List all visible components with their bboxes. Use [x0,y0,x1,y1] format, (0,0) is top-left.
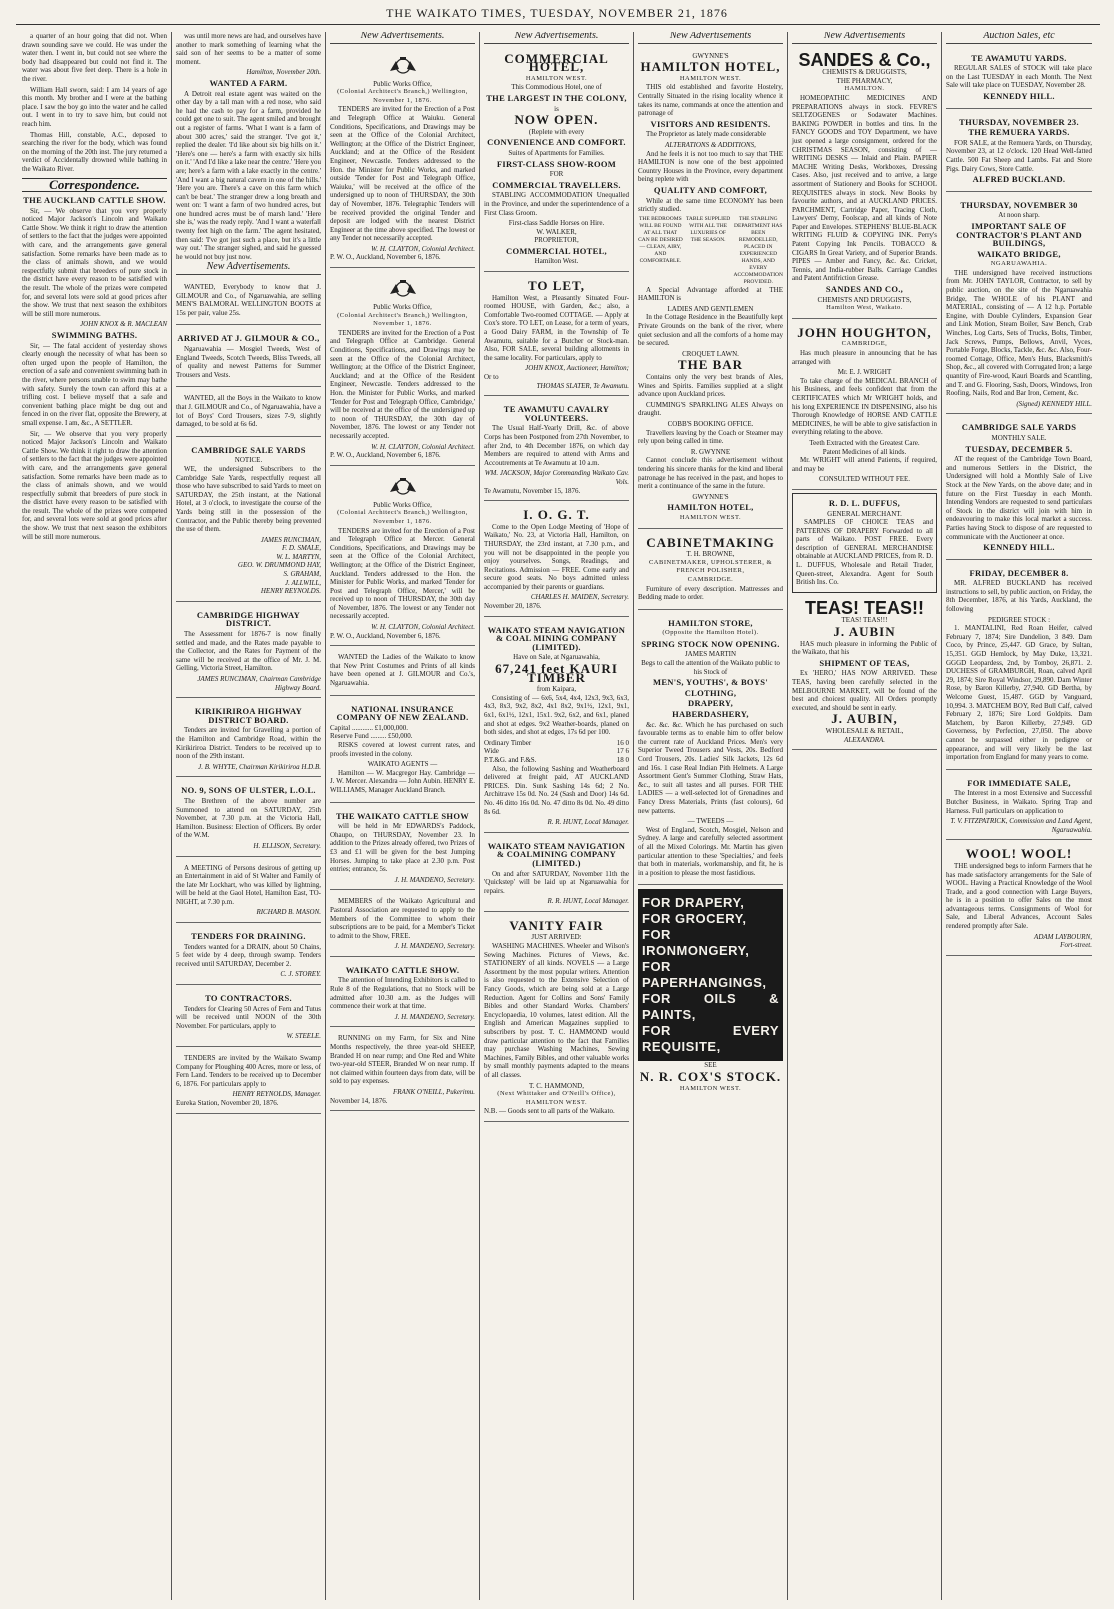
letter-signature: JOHN KNOX & R. MACLEAN [80,320,167,329]
ad-cambridge-highway: CAMBRIDGE HIGHWAY DISTRICT. The Assessment for 1876-7 is now finally settled and made, and the Rates made payable to the Collector, and the Rates for Payment of the same will be received at the office of Mr. J. M. Gelling, Victoria Street, Hamilton. JAMES RUNCIMAN, Chairman Cambridge Highway Board. [176,605,321,698]
ad-cox-stock: FOR DRAPERY, FOR GROCERY, FOR IRONMONGERY, FOR PAPERHANGINGS, FOR OILS & PAINTS, FOR EVERY REQUISITE, [638,889,783,1061]
ad-quickstep: WAIKATO STEAM NAVIGATION & COALMINING COMPANY (LIMITED.) On and after SATURDAY, November 11th the 'Quickstep' will be laid up at Ngaruawahia for repairs. R. R. HUNT, Local Manager. [484,836,629,912]
masthead-rule [16,24,1100,25]
ad-kirikiriroa: KIRIKIRIROA HIGHWAY DISTRICT BOARD. Tenders are invited for Gravelling a portion of the Hamilton and Cambridge Road, within the Kirikiriroa District. Tenders to be received up to noon of the 29th instant. J. B. WHYTE, Chairman Kirikiriroa H.D.B. [176,701,321,777]
cox-store-name: N. R. COX'S STOCK. [639,1068,782,1084]
column-2 [172,32,326,1600]
column-4 [480,32,634,1600]
ad-gilmour-boots: WANTED, Everybody to know that J. GILMOUR and Co., of Ngaruawahia, are selling MEN'S BALMORAL WELLINGTON BOOTS at 15s per pair, value 25s. [176,279,321,325]
letter-title: THE AUCKLAND CATTLE SHOW. [23,195,166,206]
column-5: New Advertisements GWYNNE'S HAMILTON HOTEL, HAMILTON WEST. THIS old established and favorite Hostelry, Centrally Situated in the rising locality whence it takes its name, commands at once the attention and patronage of VISITORS AND RESIDENTS. The Proprietor as lately made considerable ALTERATIONS & ADDITIONS, And he feels it is not too much to say that THE HAMILTON is now one of the best appointed Country Houses in the Province, every department being replete with QUALITY AND COMFORT, While at the same time ECONOMY has been strictly studied. THE BEDROOMS WILL BE FOUND AT ALL THAT CAN BE DESIRED — CLEAN, AIRY, AND COMFORTABLE. TABLE SUPPLIED WITH ALL THE LUXURIES OF THE SEASON. THE STABLING DEPARTMENT HAS BEEN REMODELLED, PLACED IN EXPERIENCED HANDS, AND EVERY ACCOMMODATION PROVIDED. A Special Advantage afforded at THE HAMILTON is LADIES AND GENTLEMEN In the Cottage Residence in the Beautifully kept Private Grounds on the bank of the river, where quiet seclusion and all the comforts of a home may be secured. CROQUET LAWN. THE BAR Contains only the very best brands of Ales, Wines and Spirits. Families supplied at a slight advance upon Auckland prices. CUMMING'S SPARKLING ALES Always on draught. COBB'S BOOKING OFFICE. Travellers leaving by the Coach or Steamer may rely upon being called in time. R. GWYNNE Cannot conclude this advertisement without tendering his sincere thanks for the kind and liberal patronage he has received in the past, and hopes to merit a continuance of the same in the future. GWYNNE'S HAMILTON HOTEL, HAMILTON WEST. CABINETMAKING T. H. BROWNE, CABINETMAKER, UPHOLSTERER, & FRENCH POLISHER, CAMBRIDGE. Furniture of every description. Mattresses and Bedding made to order. HAMILTON STORE, (Opposite the Hamilton Hotel). SPRING STOCK NOW OPENING. JAMES MARTIN Begs to call the attention of the Waikato public to his Stock of MEN'S, YOUTHS', & BOYS' CLOTHING, DRAPERY, HABERDASHERY, &c. &c. &c. Which he has purchased on such favourable terms as to enable him to offer below the current rate of Auckland Prices. Men's very Superior Tweed Trousers and Vests, 20s. Bedford Cord Trousers, 20s. Ladies' Silk Jackets, 12s 6d and 16s. 1 case Real Indian Pith Helmets. A Large Assortment Gent's Summer Clothing, Straw Hats, &c., to suit all tastes and all purses. FOR THE LADIES — a well-selected lot of Grenadines and Fancy Dress Materials, Prints (fast colours), 6d new patterns. — TWEEDS — West of England, Scotch, Mosgiel, Nelson and Sydney. A large and carefully selected assortment of all the Mixed Colorings. Mr. Martin has given particular attention to these 'Specialties,' and feels that both in materials, workmanship, and fit, he is in a position to please the most fastidious. FOR DRAPERY, FOR GROCERY, FOR IRONMONGERY, FOR PAPERHANGINGS, FOR OILS & PAINTS, FOR EVERY REQUISITE, SEE N. R. COX'S STOCK. HAMILTON WEST. [634,32,788,1600]
ad-gwynnes-hotel: GWYNNE'S HAMILTON HOTEL, HAMILTON WEST. THIS old established and favorite Hostelry, Centrally Situated in the rising locality whence it takes its name, commands at once the attention and patronage of VISITORS AND RESIDENTS. The Proprietor as lately made considerable ALTERATIONS & ADDITIONS, And he feels it is not too much to say that THE HAMILTON is now one of the best appointed Country Houses in the Province, every department being replete with QUALITY AND COMFORT, While at the same time ECONOMY has been strictly studied. THE BEDROOMS WILL BE FOUND AT ALL THAT CAN BE DESIRED — CLEAN, AIRY, AND COMFORTABLE. TABLE SUPPLIED WITH ALL THE LUXURIES OF THE SEASON. THE STABLING DEPARTMENT HAS BEEN REMODELLED, PLACED IN EXPERIENCED HANDS, AND EVERY ACCOMMODATION PROVIDED. A Special Advantage afforded at THE HAMILTON is LADIES AND GENTLEMEN In the Cottage Residence in the Beautifully kept Private Grounds on the bank of the river, where quiet seclusion and all the comforts of a home may be secured. CROQUET LAWN. THE BAR Contains only the very best brands of Ales, Wines and Spirits. Families supplied at a slight advance upon Auckland prices. CUMMING'S SPARKLING ALES Always on draught. COBB'S BOOKING OFFICE. Travellers leaving by the Coach or Steamer may rely upon being called in time. R. GWYNNE Cannot conclude this advertisement without tendering his sincere thanks for the kind and liberal patronage he has received in the past, and hopes to merit a continuance of the same in the future. GWYNNE'S HAMILTON HOTEL, HAMILTON WEST. [638,48,783,529]
ad-hamilton-store: HAMILTON STORE, (Opposite the Hamilton Hotel). SPRING STOCK NOW OPENING. JAMES MARTIN Begs to call the attention of the Waikato public to his Stock of MEN'S, YOUTHS', & BOYS' CLOTHING, DRAPERY, HABERDASHERY, &c. &c. &c. Which he has purchased on such favourable terms as to enable him to offer below the current rate of Auckland Prices. Men's very Superior Tweed Trousers and Vests, 20s. Bedford Cord Trousers, 20s. Ladies' Silk Jackets, 12s 6d and 16s. 1 case Real Indian Pith Helmets. A Large Assortment Gent's Summer Clothing, Straw Hats, &c., to suit all tastes and all purses. FOR THE LADIES — a well-selected lot of Grenadines and Fancy Dress Materials, Prints (fast colours), 6d new patterns. — TWEEDS — West of England, Scotch, Mosgiel, Nelson and Sydney. A large and carefully selected assortment of all the Mixed Colorings. Mr. Martin has given particular attention to these 'Specialties,' and feels that both in materials, workmanship, and fit, he is in a position to please the most fastidious. [638,613,783,886]
ad-pwo-mercer: Public Works Office, (Colonial Architect's Branch,) Wellington, November 1, 1876. TENDERS are invited for the Erection of a Post and Telegraph Office at Mercer. General Conditions, Specifications, and Drawings may be seen at the Office of the Colonial Architect, Wellington; at the Office of the District Engineer, Auckland. Tenders addressed to the Hon. the Minister for Public Works, and marked 'Tender for Post and Telegraph Office, Mercer,' will be received up to noon of THURSDAY, the 30th day of November, 1876. The lowest or any Tender not necessarily accepted. W. H. CLAYTON, Colonial Architect. P. W. O., Auckland, November 6, 1876. [330,469,475,647]
baths-text: Sir, — The fatal accident of yesterday shows clearly enough the necessity of what has been so often urged upon the people of Hamilton, the erection of a safe and convenient swimming bath in the river, where persons unable to swim may bathe with safety. Surely the town can afford this at a trifling cost. I believe myself that a safe and convenient bathing place might be dug out and fenced in on the river flat, opposite the Brewery, at small expense. I am, &c., A SETTLER. [22,341,167,427]
royal-crest-icon [386,476,420,498]
letter-text: Sir, — We observe that you very properly noticed Major Jackson's Lincoln and Waikato Cattle Show. We think it right to draw the attention of settlers to the fact that the judges were appointed with care, and the arrangements gave general satisfaction. Some remarks have been made as to the class of animals shown, and we would respectfully submit that breeders of pure stock in the district have every reason to be satisfied with the result. The whole of the prizes were competed for, and several lots were sold at good prices after the show. We trust that next season the exhibitors will be still more numerous. [22,206,167,318]
ad-gilmour-boys: WANTED, all the Boys in the Waikato to know that J. GILMOUR and Co., of Ngaruawahia, have a lot of Boys' Cord Trousers, sizes 7-9, slightly damaged, to be sold at 6s 6d. [176,390,321,436]
new-ads-heading: New Advertisements. [176,263,321,275]
ad-cattle-show-2: WAIKATO CATTLE SHOW. The attention of Intending Exhibitors is called to Rule 8 of the Regulations, that no Stock will be admitted after 10.30 a.m. as the Judges will commence their work at that time. J. H. MANDENO, Secretary. [330,960,475,1028]
inquest-text-a: a quarter of an hour going that did not. When drawn sounding save we could. He was under the water then. I went in, but could not see where the body had disappeared but could not find it. The water was about five feet deep. There is a hole in the river. [22,32,167,83]
carryover-text: was until more news are had, and ourselves have another to mark something of learning what the said son of her seems to be a matter of some moment. [176,32,321,66]
ad-ladies-prints: WANTED the Ladies of the Waikato to know that New Print Costumes and Prints of all kinds have been opened at J. GILMOUR and Co.'s, Ngaruawahia. [330,649,475,695]
ad-meeting: A MEETING of Persons desirous of getting up an Entertainment in aid of St Walter and Family of the late Mr Lockhart, who was killed by lightning, will be held at the Gaol Hotel, Hamilton East, TO-NIGHT, at 7.30 p.m. RICHARD B. MASON. [176,860,321,924]
column-3 [326,32,480,1600]
subscriber-name: F. D. SMALE, [282,544,321,553]
ad-national-insurance: NATIONAL INSURANCE COMPANY OF NEW ZEALAND. Capital ............ £1,000,000. Reserve Fund ......... £50,000. RISKS covered at lowest current rates, and proofs invested in the colony. WAIKATO AGENTS — Hamilton — W. Macgregor Hay. Cambridge — J. W. Mercer. Alexandra — John Aubin. HENRY E. WILLIAMS, Manager Auckland Branch. [330,699,475,803]
ad-sons-of-ulster: NO. 9, SONS OF ULSTER, L.O.L. The Brethren of the above number are Summoned to attend on SATURDAY, 25th November, at 7.30 p.m. at the Victoria Hall, Hamilton. Business: Election of Officers. By order of the W.M. H. ELLISON, Secretary. [176,780,321,856]
inquest-text-b: William Hall sworn, said: I am 14 years of age this month. My brother and I were at the bathing place. I saw the boy go into the water and he called out. I went in to try to save him, but could not reach him. [22,85,167,128]
subscriber-name: S. GRAHAM, [283,570,321,579]
ad-running-stock: RUNNING on my Farm, for Six and Nine Months respectively, the three year-old SHEEP, Branded H on near rump; and One Red and White two-year-old STEER, Branded W on near rump. If not claimed within fourteen days from date, will be sold to pay expenses. FRANK O'NEILL, Pukerimu. November 14, 1876. [330,1030,475,1111]
ad-duffus: R. D. L. DUFFUS, GENERAL MERCHANT. SAMPLES OF CHOICE TEAS and PATTERNS OF DRAPERY Forwarded to all parts of Waikato. POST FREE. Every description of GENERAL MERCHANDISE obtainable at AUCKLAND PRICES, from R. D. L. DUFFUS, Wholesale and Retail Trader, Queen-street, Alexandra. Agent for South British Ins. Co. [792,493,937,593]
baths-text-repeat: Sir, — We observe that you very properly noticed Major Jackson's Lincoln and Waikato Cattle Show. We think it right to draw the attention of settlers to the fact that the judges were appointed with care, and the arrangements gave general satisfaction. Some remarks have been made as to the class of animals shown, and we would respectfully submit that breeders of pure stock in the district have every reason to be satisfied with the result. The whole of the prizes were competed for, and several lots were sold at good prices after the show. We trust that next season the exhibitors will be still more numerous. [22,429,167,541]
ad-teas: TEAS! TEAS!! TEAS! TEAS!!! J. AUBIN HAS much pleasure in informing the Public of the Waikato, that his SHIPMENT OF TEAS, Ex 'HERO,' HAS NOW ARRIVED. These TEAS, having been carefully selected in the MELBOURNE MARKET, will be found of the best and choicest quality. All Orders promptly executed, and should be sent in early. J. AUBIN, WHOLESALE & RETAIL, ALEXANDRA. [792,596,937,750]
ad-contractors: TO CONTRACTORS. Tenders for Clearing 50 Acres of Fern and Tutus will be received until NOON of the 30th November. For particulars, apply to W. STEELE. [176,988,321,1047]
correspondence-heading: Correspondence. [22,178,167,193]
farm-title: WANTED A FARM. [209,77,288,88]
subscriber-name: W. L. MARTYN, [276,552,321,561]
ad-members: MEMBERS of the Waikato Agricultural and Pastoral Association are requested to apply to the Members of the Committee to whom their subscriptions are to be paid, for a Member's Ticket to admit to the Show, FREE. J. H. MANDENO, Secretary. [330,893,475,957]
inquest-text-c: Thomas Hill, constable, A.C., deposed to searching the river for the body, which was found on the morning of the 20th inst. The jury returned a verdict of Accidentally drowned while bathing in the Waikato River. [22,130,167,173]
ad-swamp-company: TENDERS are invited by the Waikato Swamp Company for Ploughing 400 Acres, more or less, of Fern Land. Tenders to be received up to December 6, 1876. For particulars apply to HENRY REYNOLDS, Manager. Eureka Station, November 20, 1876. [176,1050,321,1114]
column-heading: New Advertisements [638,32,783,44]
ad-pwo-waiuku: Public Works Office, (Colonial Architect's Branch,) Wellington, November 1, 1876. TENDERS are invited for the Erection of a Post and Telegraph Office at Waiuku. General Conditions, Specifications, and Drawings may be seen at the Office of the Colonial Architect, Wellington; at the Office of the District Engineer, Auckland; and at the Office of the Resident Engineer, Newcastle. Tenders addressed to the Hon. the Minister for Public Works, and marked outside 'Tender for Post and Telegraph Office, Waiuku,' will be received at the office of the undersigned up to noon of THURSDAY, the 30th day of November, 1876. Telegraphic Tenders will be received provided the original Tender and deposit are lodged with the nearest District Engineer at the time above specified. The lowest or any Tender not necessarily accepted. W. H. CLAYTON, Colonial Architect. P. W. O., Auckland, November 6, 1876. [330,48,475,268]
subscriber-name: HENRY REYNOLDS. [260,587,321,596]
price-row: P.T.&G. and F.&S. 18 0 [484,755,629,764]
ad-draining: TENDERS FOR DRAINING. Tenders wanted for a DRAIN, about 50 Chains, 5 feet wide by 4 deep, through swamp. Tenders received until SATURDAY, December 2. C. J. STOREY. [176,926,321,985]
ad-sandes: SANDES & Co., CHEMISTS & DRUGGISTS, THE PHARMACY, HAMILTON. HOMEOPATHIC MEDICINES AND PREPARATIONS always in stock. FEVRE'S SELTZOGENES or Sodawater Machines. BAKING POWDER in bottles and tins. In the FANCY GOODS and TOY Department, we have just opened a large consignment, ordered for the CHRISTMAS SEASON, consisting of — WRITING DESKS — Inlaid and Plain. PAPIER MACHE Writing Desks, Workboxes, Dressing Cases. Also, just received and to arrive, a large assortment of Stationery and Books for SCHOOL REQUISITES always in stock. New Books by favourite authors, and at AUCKLAND PRICES. PARCHMENT, Cartridge Paper, Tracing Cloth, Lawyers' Demy, Foolscap, and all kinds of Note Paper and Envelopes. STEPHENS' BLUE-BLACK WRITING FLUID & COPYING INK. Perry's Patent Copying Ink Pencils. TOBACCO & CIGARS In Great Variety, and of Superior Brands. PIPES — Amber and Fancy, &c. &c. Cricket, Tennis, and India-rubber Balls. Carriage Candles and Patent Antifriction Grease. SANDES AND CO., CHEMISTS AND DRUGGISTS, Hamilton West, Waikato. [792,48,937,319]
column-1 [18,32,172,1600]
column-heading: New Advertisements. [484,32,629,44]
price-row: Wide 17 6 [484,747,629,756]
subscriber-name: JAMES RUNCIMAN, [260,535,321,544]
ad-te-awamutu-yards: TE AWAMUTU YARDS. REGULAR SALES of STOCK will take place on the Last TUESDAY in each Month. The Next Sale will take place on TUESDAY, November 28. KENNEDY HILL. [946,48,1092,109]
ad-cambridge-monthly: CAMBRIDGE SALE YARDS MONTHLY SALE. TUESDAY, DECEMBER 5. AT the request of the Cambridge Town Board, and numerous Settlers in the District, the Undersigned will hold a Monthly Sale of Live Stock at the New Yards, on the above date; and in future on the First Tuesday in each Month. Intending Vendors are requested to send particulars of Stock in the district will join with him in endeavouring to make this local market a success. Parties having Stock to dispose of are requested to communicate with the Auctioneer at once. KENNEDY HILL. [946,417,1092,559]
ad-contractors-plant: THURSDAY, NOVEMBER 30 At noon sharp. IMPORTANT SALE OF CONTRACTOR'S PLANT AND BUILDINGS, WAIKATO BRIDGE, NGARUAWAHIA. THE undersigned have received instructions from Mr. JOHN TAYLOR, Contractor, to sell by public auction, on the site of the Ngaruawahia Bridge, The WHOLE of his PLANT and MATERIAL, consisting of — A 12 h.p. Portable Engine, with Double Cylinders, Expansion Gear and Link Motion, Steam Boiler, Saw Bench, Crab Winches, Log Carts, Sets of Trucks, Bolts, Timber, Jack Screws, Pumps, Bellows, Anvil, Vyces, Portable Forge, Blocks, Tackle, &c. &c. Also, Four-roomed Cottage, Office, Men's Huts, Blacksmith's Shop, &c., all covered with Corrugated Iron; a large quantity of Fire-wood, Kauri Boards and Scantling, and T. and G. Flooring, Sash, Doors, Windows, Iron Roofing, Nails, Rod and Bar Iron, Cement, &c. (Signed) KENNEDY HILL. [946,195,1092,415]
ad-wool: WOOL! WOOL! THE undersigned begs to inform Farmers that he has made satisfactory arrangements for the Sale of WOOL. Having a Practical Knowledge of the Wool Trade, and a good connection with Large Buyers, he is in a position to offer Sales on the most advantageous terms. Consignments of Wool for Sale, and Liberal Advances, Account Sales rendered promptly after Sale. ADAM LAYBOURN, Fort-street. [946,843,1092,956]
baths-title: SWIMMING BATHS. [51,330,138,340]
royal-crest-icon [386,278,420,300]
columns [18,32,1100,1600]
column-6 [788,32,942,1600]
ad-cattle-show: THE WAIKATO CATTLE SHOW will be held in Mr EDWARDS's Paddock, Ohaupo, on THURSDAY, November 23. In addition to the Prizes already offered, two Prizes of £3 and £1 will be given for the best Jumping Horses. Jumping to take place at 2.30 p.m. Post entries; entrance, 5s. J. H. MANDENO, Secretary. [330,806,475,891]
royal-crest-icon [386,55,420,77]
price-row: Ordinary Timber 16 0 [484,738,629,747]
ad-commercial-hotel: COMMERCIAL HOTEL, HAMILTON WEST. This Commodious Hotel, one of THE LARGEST IN THE COLONY, is NOW OPEN. (Replete with every CONVENIENCE AND COMFORT. Suites of Apartments for Families. FIRST-CLASS SHOW-ROOM FOR COMMERCIAL TRAVELLERS. STABLING ACCOMMODATION Unequalled in the Province, and under the superintendence of a First Class Groom. First-class Saddle Horses on Hire. W. WALKER, PROPRIETOR, COMMERCIAL HOTEL, Hamilton West. [484,48,629,272]
hotel-features: THE BEDROOMS WILL BE FOUND AT ALL THAT CAN BE DESIRED — CLEAN, AIRY, AND COMFORTABLE. TABLE SUPPLIED WITH ALL THE LUXURIES OF THE SEASON. THE STABLING DEPARTMENT HAS BEEN REMODELLED, PLACED IN EXPERIENCED HANDS, AND EVERY ACCOMMODATION PROVIDED. [638,215,784,285]
ad-vanity-fair: VANITY FAIR JUST ARRIVED: WASHING MACHINES. Wheeler and Wilson's Sewing Machines. Pictures of Views, &c. STATIONERY of all kinds. NOVELS — a Large Assortment by the most popular writers. Attention is also requested to the Extensive Selection of Fancy Goods, which are being sold at a Large Reduction. Agent for Collins and Sons' Family Bibles and other Standard Works. Chambers' Encyclopaedia, 10 volumes, latest edition. All the English and American Magazines supplied to subscribers by post. T. C. HAMMOND would draw particular attention to the fact that Families may purchase Washing Machines, Sewing Machines, Family Bibles, and other valuable works by small monthly payments adapted to the means of all classes. T. C. HAMMOND, (Next Whittaker and O'Neill's Office), HAMILTON WEST. N.B. — Goods sent to all parts of the Waikato. [484,915,629,1122]
ad-to-let: TO LET, Hamilton West, a Pleasantly Situated Four-roomed HOUSE, with Garden, &c.; also, a Comfortable Two-roomed COTTAGE. — Apply at Cox's store. TO LET, on Lease, for a term of years, a Good Dairy FARM, in the Township of Te Awamutu, suitable for a Butcher or Stock-man. Also, FOR SALE, several building allotments in the same locality. For particulars, apply to JOHN KNOX, Auctioneer, Hamilton; Or to THOMAS SLATER, Te Awamutu. [484,275,629,396]
ad-cabinetmaking: CABINETMAKING T. H. BROWNE, CABINETMAKER, UPHOLSTERER, & FRENCH POLISHER, CAMBRIDGE. Furniture of every description. Mattresses and Bedding made to order. [638,532,783,610]
ad-cambridge-yards: CAMBRIDGE SALE YARDS NOTICE. WE, the undersigned Subscribers to the Cambridge Sale Yards, respectfully request all those who have subscribed to said Yards to meet on SATURDAY, the 25th instant, at the National Hotel, at 3 o'clock, to investigate the course of the Yards being still in the possession of the Contractor, and the Public thereby being prevented the use of them. JAMES RUNCIMAN, F. D. SMALE, W. L. MARTYN, GEO. W. DRUMMOND HAY, S. GRAHAM, J. ALLWILL, HENRY REYNOLDS. [176,440,321,602]
masthead: THE WAIKATO TIMES, TUESDAY, NOVEMBER 21, 1876 [386,6,728,20]
ad-cavalry: TE AWAMUTU CAVALRY VOLUNTEERS. The Usual Half-Yearly Drill, &c. of above Corps has been Postponed from 27th November, to after 2nd, to 4th December 1876, on which day Members are required to attend with Arms and Accoutrements at Te Awamutu at 10 a.m. WM. JACKSON, Major Commanding Waikato Cav. Vols. Te Awamutu, November 15, 1876. [484,399,629,501]
farm-text: A Detroit real estate agent was waited on the other day by a tall man with a red nose, who said he had the cash to pay for a farm, provided he could get one to suit. The agent smiled and brought out a register of farms. 'What I want is a farm of about 300 acres,' said the stranger. 'I've got it,' replied the dealer. 'I'd like about six big hills on it.' 'Here's one — here's a farm with exactly six hills on it.' 'And I'd like a lake near the centre.' 'Here you are; here's a farm with a lake exactly in the centre.' 'And I want a big natural cavern in one of the hills.' 'Here you are. There's a cave on this farm which can't be beat.' The stranger drew a long breath and went on: 'I want a farm of two hundred acres, but one hundred acres must be of marsh land.' 'Here she is,' was the ready reply. 'And I want a waterfall twenty feet high on the farm.' The agent hesitated, then said: 'I've got just such a place, but it's a little way out.' The stranger sighed, and said he guessed he would not buy just now. [176,89,321,261]
ad-houghton: JOHN HOUGHTON, CAMBRIDGE, Has much pleasure in announcing that he has arranged with Mr. E. J. WRIGHT To take charge of the MEDICAL BRANCH of his Business, and feels confident that from the CERTIFICATES which Mr WRIGHT holds, and his long EXPERIENCE IN DISPENSING, also his Thorough Knowledge of HORSE AND CATTLE MEDICINES, he will be able to give satisfaction in everything relating to the above. Teeth Extracted with the Greatest Care. Patent Medicines of all kinds. Mr. WRIGHT will attend Patients, if required, and may be CONSULTED WITHOUT FEE. [792,322,937,490]
column-heading: Auction Sales, etc [946,32,1092,44]
column-heading: New Advertisements. [330,32,475,44]
column-7 [942,32,1096,1600]
subscriber-name: J. ALLWILL, [285,578,321,587]
ad-remuera: THURSDAY, NOVEMBER 23. THE REMUERA YARDS. FOR SALE, at the Remuera Yards, on Thursday, November 23, at 12 o'clock. 120 Head Well-fatted Cattle. 500 Fat Sheep and Lambs. Fat and Store Pigs. Dairy Cows, Store Cattle. ALFRED BUCKLAND. [946,112,1092,192]
ad-gilmour-tweeds: ARRIVED AT J. GILMOUR & CO., Ngaruawahia — Mosgiel Tweeds, West of England Tweeds, Scotch Tweeds, Bliss Tweeds, all of quality and newest Patterns for Summer Trousers and Vests. [176,328,321,387]
ad-pwo-cambridge: Public Works Office, (Colonial Architect's Branch,) Wellington, November 1, 1876. TENDERS are invited for the Erection of a Post and Telegraph Office at Cambridge. General Conditions, Specifications, and Drawings may be seen at the Office of the Colonial Architect, Wellington; at the Office of the District Engineer, Auckland; and at the Office of the Resident Engineer, Newcastle. Tenders addressed to the Hon. the Minister for Public Works, and marked 'Tender for Post and Telegraph Office, Cambridge,' will be received at the office of the undersigned up to noon of THURSDAY, the 30th day of November, 1876. The lowest or any Tender not necessarily accepted. W. H. CLAYTON, Colonial Architect. P. W. O., Auckland, November 6, 1876. [330,271,475,466]
carryover-sig: Hamilton, November 20th. [246,68,321,77]
ad-iogt: I. O. G. T. Come to the Open Lodge Meeting of 'Hope of Waikato,' No. 23, at Victoria Hall, Hamilton, on THURSDAY, the 23rd instant, at 7.30 p.m., and you will not be disappointed in the people you enjoy yourselves. Songs, Readings, and Recitations. Admission — FREE. Come early and secure good seats. No boys admitted unless accompanied by their parents or guardians. CHARLES H. MAIDEN, Secretary. November 20, 1876. [484,504,629,617]
ad-pedigree-stock: FRIDAY, DECEMBER 8. MR. ALFRED BUCKLAND has received instructions to sell, by public auction, on Friday, the 8th December, 1876, at his Yards, Auckland, the following PEDIGREE STOCK : 1. MANTALINI, Red Roan Heifer, calved February 7, 1874; Sire Dandelion, 3 849. Dam Coco, by Prince, 25,447. GD Grace, by Sultan, 15,351. GGD Hemlock, by May Duke, 13,321. GGGD Leopardess, 2nd, by Tomboy, 26,871. 2. DUCHESS of GRAMBURGH, Roan, calved April 29, 1874; Sire Royal Windsor, 29,890. Dam Winter Rose, by Baron Killerby, 27,940. GD Bertha, by Welcome Guest, 15,487. GGD by Vanguard, 10,994. 3. MATCHEM BOY, Red Bull Calf, calved February 2, 1876; Sire Lord Goldpits. Dam Matchem, by Baron Killerby, 27,949. GD Governess, by Perfection, 27,050. The above cannot be surpassed either in pedigree or appearance, and will very likely be the last importation from England for many years to come. [946,563,1092,770]
subscriber-name: GEO. W. DRUMMOND HAY, [237,561,321,570]
column-heading: New Advertisements [792,32,937,44]
ad-kauri-timber: WAIKATO STEAM NAVIGATION & COAL MINING COMPANY (LIMITED). Have on Sale, at Ngaruawahia, 67,241 feet KAURI TIMBER from Kaipara, Consisting of — 6x6, 5x4, 4x4, 12x3, 9x3, 6x3, 4x3, 8x3, 9x2, 8x2, 4x1 8x2, 9x1½, 12x1, 9x1, 6x1, 6x1½, 12x1, 15x1. 9x2, 6x2, and 6x1, planed and shot at edges. 9x2 Weather-boards, planed on both sides, and shot at edges, 17s 6d per 100. Ordinary Timber 16 0 Wide 17 6 P.T.&G. and F.&S. 18 0 Also, the following Sashing and Weatherboard delivered at freight paid, AT AUCKLAND PRICES. Din. Sunk Sashing 14s 6d; 2 No. Architrave 15s 0d. No. 24 (Sash and Door) 14s 6d. No. 46 ditto 16s 0d. No. 47 ditto 8s 0d. No. 49 ditto 8s 6d. R. R. HUNT, Local Manager. [484,620,629,833]
ad-immediate-sale: FOR IMMEDIATE SALE, The Interest in a most Extensive and Successful Butcher Business, in Waikato. Spring Trap and Harness. Full particulars on application to T. V. FITZPATRICK, Commission and Land Agent, Ngaruawahia. [946,773,1092,841]
